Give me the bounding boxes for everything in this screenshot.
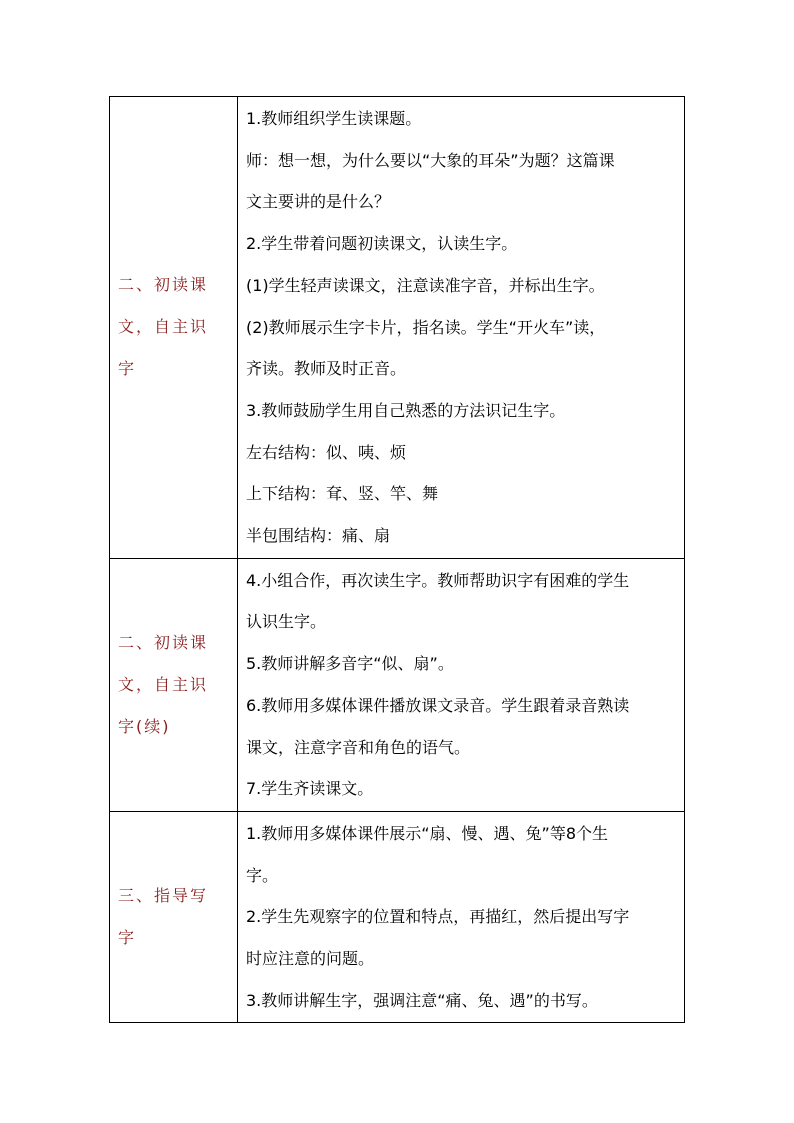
- content-line: 1.教师用多媒体课件展示“扇、慢、遇、兔”等8个生: [246, 823, 609, 843]
- stage-cell: [110, 558, 238, 811]
- content-line: (1)学生轻声读课文，注意读准字音，并标出生字。: [246, 275, 605, 295]
- content-cell: [238, 811, 685, 1023]
- table-row: [110, 97, 685, 559]
- content-line: (2)教师展示生字卡片，指名读。学生“开火车”读，: [246, 317, 606, 337]
- stage-label-line: 字: [118, 359, 137, 379]
- content-line: 字。: [246, 865, 279, 885]
- stage-label-line: 三、指导写: [118, 886, 209, 906]
- stage-label-line: 字(续): [118, 716, 171, 736]
- content-cell: [238, 558, 685, 811]
- table-row: [110, 558, 685, 811]
- stage-label-line: 文，自主识: [118, 674, 209, 694]
- content-cell: [238, 97, 685, 559]
- content-line: 课文，注意字音和角色的语气。: [246, 737, 471, 757]
- stage-cell: [110, 811, 238, 1023]
- content-line: 时应注意的问题。: [246, 949, 375, 969]
- content-line: 5.教师讲解多音字“似、扇”。: [246, 654, 454, 674]
- content-line: 齐读。教师及时正音。: [246, 359, 407, 379]
- content-line: 2.学生先观察字的位置和特点，再描红，然后提出写字: [246, 907, 630, 927]
- stage-label-line: 字: [118, 928, 137, 948]
- content-line: 文主要讲的是什么？: [246, 192, 391, 212]
- content-line: 半包围结构：痛、扇: [246, 526, 391, 546]
- content-line: 上下结构：耷、竖、竿、舞: [246, 484, 439, 504]
- content-line: 6.教师用多媒体课件播放课文录音。学生跟着录音熟读: [246, 695, 630, 715]
- content-line: 左右结构：似、咦、烦: [246, 442, 407, 462]
- content-line: 7.学生齐读课文。: [246, 779, 374, 799]
- stage-label-line: 二、初读课: [118, 632, 209, 652]
- table-row: [110, 811, 685, 1023]
- lesson-plan-table: [109, 96, 685, 1023]
- stage-cell: [110, 97, 238, 559]
- content-line: 3.教师讲解生字，强调注意“痛、兔、遇”的书写。: [246, 990, 598, 1010]
- stage-label-line: 文，自主识: [118, 317, 209, 337]
- content-line: 认识生字。: [246, 612, 327, 632]
- content-line: 2.学生带着问题初读课文，认读生字。: [246, 234, 518, 254]
- content-line: 3.教师鼓励学生用自己熟悉的方法识记生字。: [246, 400, 566, 420]
- content-line: 师：想一想，为什么要以“大象的耳朵”为题？这篇课: [246, 150, 615, 170]
- content-line: 4.小组合作，再次读生字。教师帮助识字有困难的学生: [246, 570, 630, 590]
- content-line: 1.教师组织学生读课题。: [246, 109, 422, 128]
- stage-label-line: 二、初读课: [118, 275, 209, 295]
